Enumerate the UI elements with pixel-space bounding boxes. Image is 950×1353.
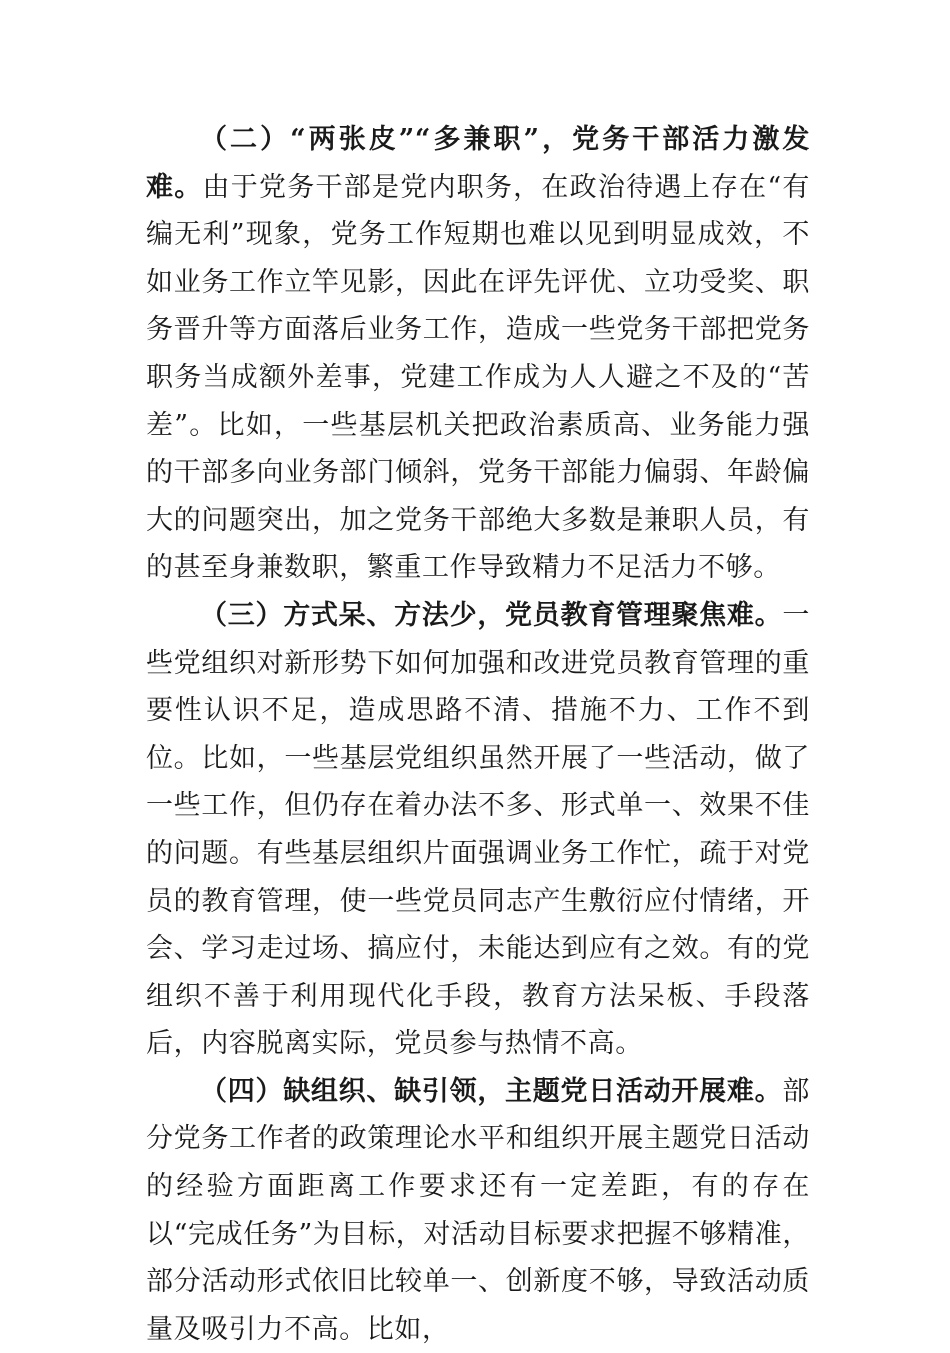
paragraph-body: 由于党务干部是党内职务，在政治待遇上存在“有编无利”现象，党务工作短期也难以见到明显成效，不如业务工作立竿见影，因此在评先评优、立功受奖、职务晋升等方面落后业务工作，造成一些党务干部把党务职务当成额外差事，党建工作成为人人避之不及的“苦差”。比如，一些基层机关把政治素质高、业务能力强的干部多向业务部门倾斜，党务干部能力偏弱、年龄偏大的问题突出，加之党务干部绝大多数是兼职人员，有的甚至身兼数职，繁重工作导致精力不足活力不够。 [146, 171, 810, 584]
paragraph-3 [146, 592, 810, 1068]
paragraph-heading: （二）“两张皮”“多兼职”，党务干部活力激发难。 [146, 124, 810, 203]
document-body [146, 116, 810, 1353]
paragraph-body: 一些党组织对新形势下如何加强和改进党员教育管理的重要性认识不足，造成思路不清、措施不力、工作不到位。比如，一些基层党组织虽然开展了一些活动，做了一些工作，但仍存在着办法不多、形式单一、效果不佳的问题。有些基层组织片面强调业务工作忙，疏于对党员的教育管理，使一些党员同志产生敷衍应付情绪，开会、学习走过场、搞应付，未能达到应有之效。有的党组织不善于利用现代化手段，教育方法呆板、手段落后，内容脱离实际，党员参与热情不高。 [146, 599, 810, 1060]
paragraph-heading: （四）缺组织、缺引领，主题党日活动开展难。 [200, 1075, 783, 1107]
paragraph-heading: （三）方式呆、方法少，党员教育管理聚焦难。 [200, 599, 783, 631]
paragraph-body: 部分党务工作者的政策理论水平和组织开展主题党日活动的经验方面距离工作要求还有一定差距，有的存在以“完成任务”为目标，对活动目标要求把握不够精准，部分活动形式依旧比较单一、创新度不够，导致活动质量及吸引力不高。比如， [146, 1075, 810, 1345]
paragraph-4 [146, 1068, 810, 1353]
paragraph-2 [146, 116, 810, 592]
